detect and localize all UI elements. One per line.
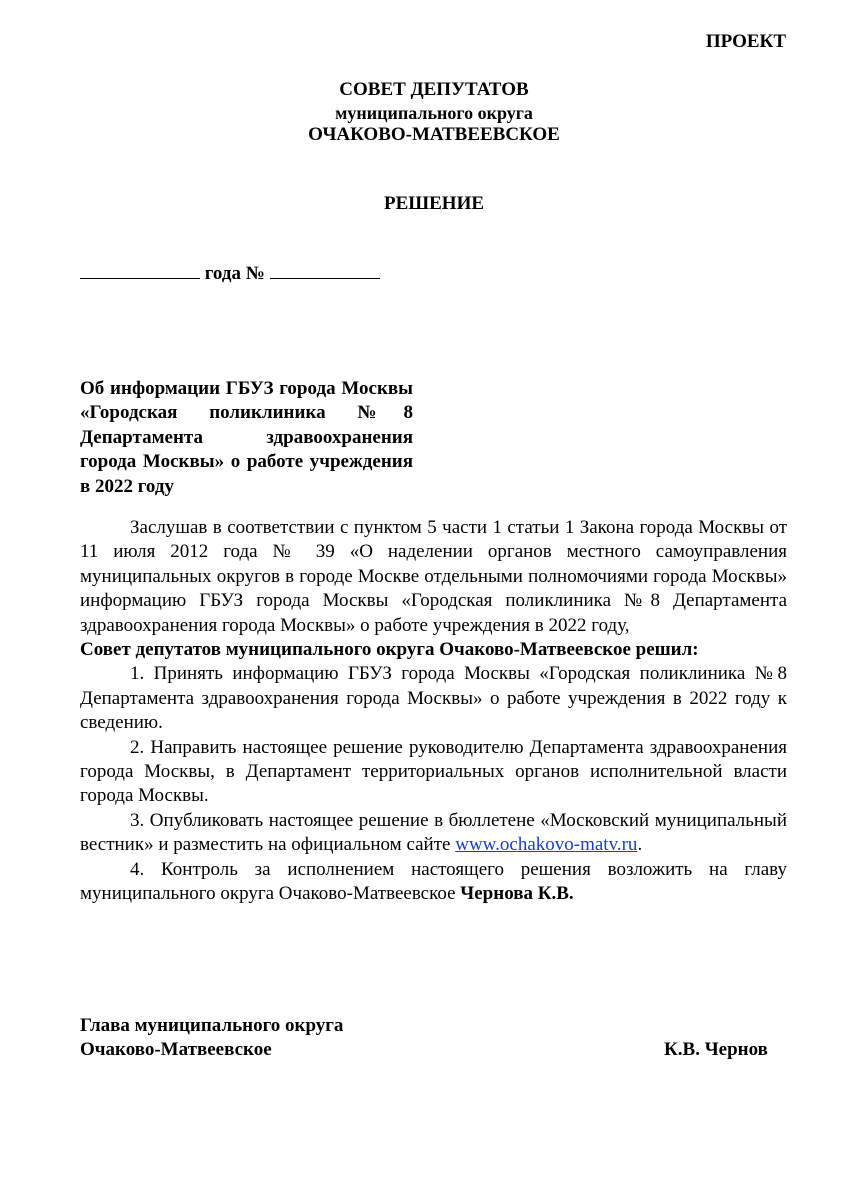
district-name: ОЧАКОВО-МАТВЕЕВСКОЕ bbox=[308, 124, 560, 145]
signature-title-line1: Глава муниципального округа bbox=[80, 1015, 344, 1036]
item-2: 2. Направить настоящее решение руководителю Департамента здравоохранения города Москвы, в Департамент территориальных органов исполнительной власти города Москвы. bbox=[80, 736, 787, 807]
item-1: 1. Принять информацию ГБУЗ города Москвы «Городская поликлиника №8 Департамента здравоохранения города Москвы» о работе учреждения в 2022 году к сведению. bbox=[80, 663, 787, 734]
draft-label: ПРОЕКТ bbox=[705, 31, 786, 52]
responsible-person: Чернова К.В. bbox=[460, 883, 574, 905]
signature-name: К.В. Чернов bbox=[664, 1039, 768, 1060]
signature-title bbox=[80, 1014, 343, 1062]
signature-title-line2: Очаково-Матвеевское bbox=[80, 1039, 272, 1060]
item-4-text: 4. Контроль за исполнением настоящего решения возложить на главу муниципального округа Очаково-Матвеевское bbox=[80, 858, 787, 905]
decision-subject: Об информации ГБУЗ города Москвы «Городская поликлиника №8 Департамента здравоохранения города Москвы» о работе учреждения в 2022 году bbox=[80, 378, 413, 497]
resolved-line: Совет депутатов муниципального округа Очаково-Матвеевское решил: bbox=[80, 639, 699, 661]
number-blank bbox=[270, 262, 380, 279]
item-3-text: 3. Опубликовать настоящее решение в бюллетене «Московский муниципальный вестник» и разместить на официальном сайте bbox=[80, 809, 787, 856]
website-link[interactable]: www.ochakovo-matv.ru bbox=[455, 834, 638, 856]
district-subtitle: муниципального округа bbox=[335, 103, 533, 123]
preamble-paragraph: Заслушав в соответствии с пунктом 5 части 1 статьи 1 Закона города Москвы от 11 июля 2012 года № 39 «О наделении органов местного самоуправления муниципальных округов в городе Москве отдельными полномочиями города Москвы» информацию ГБУЗ города Москвы «Городская поликлиника №8 Департамента здравоохранения города Москвы» о работе учреждения в 2022 году, bbox=[80, 517, 787, 636]
council-title: СОВЕТ ДЕПУТАТОВ bbox=[339, 79, 529, 100]
date-number-line bbox=[80, 262, 380, 285]
item-3-end: . bbox=[637, 834, 643, 856]
item-4 bbox=[80, 858, 787, 907]
document-type: РЕШЕНИЕ bbox=[383, 193, 485, 214]
date-blank bbox=[80, 262, 200, 279]
decision-body bbox=[80, 516, 787, 907]
date-label: года № bbox=[204, 263, 265, 284]
item-3 bbox=[80, 809, 787, 858]
